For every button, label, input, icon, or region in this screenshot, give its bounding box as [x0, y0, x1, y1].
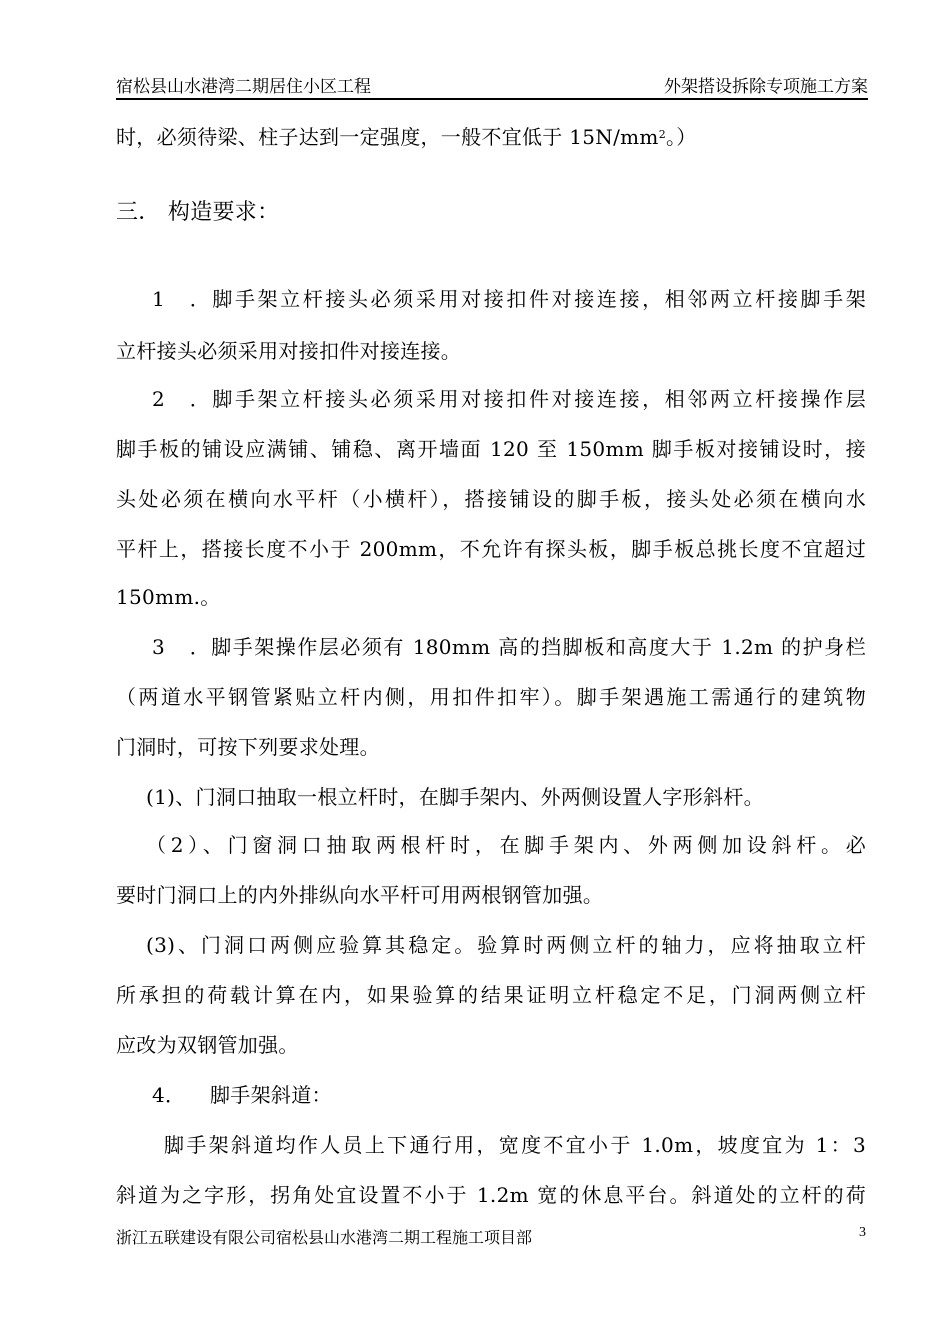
paragraph-2-line-2: 脚手板的铺设应满铺、铺稳、离开墙面 120 至 150mm 脚手板对接铺设时，接 — [116, 437, 866, 461]
paragraph-3-line-2: （两道水平钢管紧贴立杆内侧，用扣件扣牢）。脚手架遇施工需通行的建筑物 — [116, 685, 866, 709]
item-number: 4． — [152, 1083, 186, 1107]
paragraph-5-line-2: 斜道为之字形，拐角处宜设置不小于 1.2m 宽的休息平台。斜道处的立杆的荷 — [116, 1183, 866, 1207]
item-number: 3． — [152, 635, 210, 659]
sub-item-3-line-2: 所承担的荷载计算在内，如果验算的结果证明立杆稳定不足，门洞两侧立杆 — [116, 983, 866, 1007]
item-number: 1． — [152, 287, 210, 311]
paragraph-1-line-2: 立杆接头必须采用对接扣件对接连接。 — [116, 339, 462, 363]
paragraph-text: 脚手架操作层必须有 180mm 高的挡脚板和高度大于 1.2m 的护身栏 — [210, 635, 866, 659]
paragraph-2-line-3: 头处必须在横向水平杆（小横杆），搭接铺设的脚手板，接头处必须在横向水 — [116, 487, 866, 511]
paragraph-3-line-1 — [116, 634, 866, 660]
header-divider — [116, 98, 868, 100]
sub-item-2-line-1: （2）、门窗洞口抽取两根杆时，在脚手架内、外两侧加设斜杆。必 — [146, 833, 866, 857]
page-footer — [116, 1225, 866, 1249]
paragraph-2-line-1 — [116, 386, 866, 412]
sub-item-2-line-2: 要时门洞口上的内外排纵向水平杆可用两根钢管加强。 — [116, 883, 604, 907]
paragraph-text: 脚手架斜道： — [210, 1083, 332, 1107]
continued-line — [116, 122, 697, 150]
section-heading: 三． 构造要求： — [116, 200, 280, 225]
item-number: 2． — [152, 387, 210, 411]
paragraph-5-line-1: 脚手架斜道均作人员上下通行用，宽度不宜小于 1.0m，坡度宜为 1：3 — [164, 1133, 866, 1157]
paragraph-text: 脚手架立杆接头必须采用对接扣件对接连接，相邻两立杆接操作层 — [210, 387, 866, 411]
continued-line-end: 。） — [666, 125, 697, 149]
paragraph-2-line-4: 平杆上，搭接长度不小于 200mm，不允许有探头板，脚手板总挑长度不宜超过 — [116, 537, 866, 561]
paragraph-3-line-3: 门洞时，可按下列要求处理。 — [116, 735, 380, 759]
page-number: 3 — [859, 1225, 866, 1240]
sub-item-3-line-1: (3)、门洞口两侧应验算其稳定。验算时两侧立杆的轴力，应将抽取立杆 — [146, 933, 866, 957]
header-document-title: 外架搭设拆除专项施工方案 — [664, 77, 868, 97]
header-project-title: 宿松县山水港湾二期居住小区工程 — [116, 77, 371, 97]
footer-company: 浙江五联建设有限公司宿松县山水港湾二期工程施工项目部 — [116, 1228, 533, 1247]
continued-line-text: 时，必须待梁、柱子达到一定强度，一般不宜低于 15N/mm — [116, 125, 659, 149]
sub-item-1: (1)、门洞口抽取一根立杆时，在脚手架内、外两侧设置人字形斜杆。 — [146, 785, 764, 809]
sub-item-3-line-3: 应改为双钢管加强。 — [116, 1033, 299, 1057]
paragraph-text: 脚手架立杆接头必须采用对接扣件对接连接，相邻两立杆接脚手架 — [210, 287, 866, 311]
page-header — [116, 68, 868, 100]
paragraph-4-line-1 — [116, 1082, 332, 1108]
paragraph-2-line-5: 150mm.。 — [116, 585, 221, 609]
unit-superscript: 2 — [658, 128, 666, 141]
paragraph-1-line-1 — [116, 286, 866, 312]
